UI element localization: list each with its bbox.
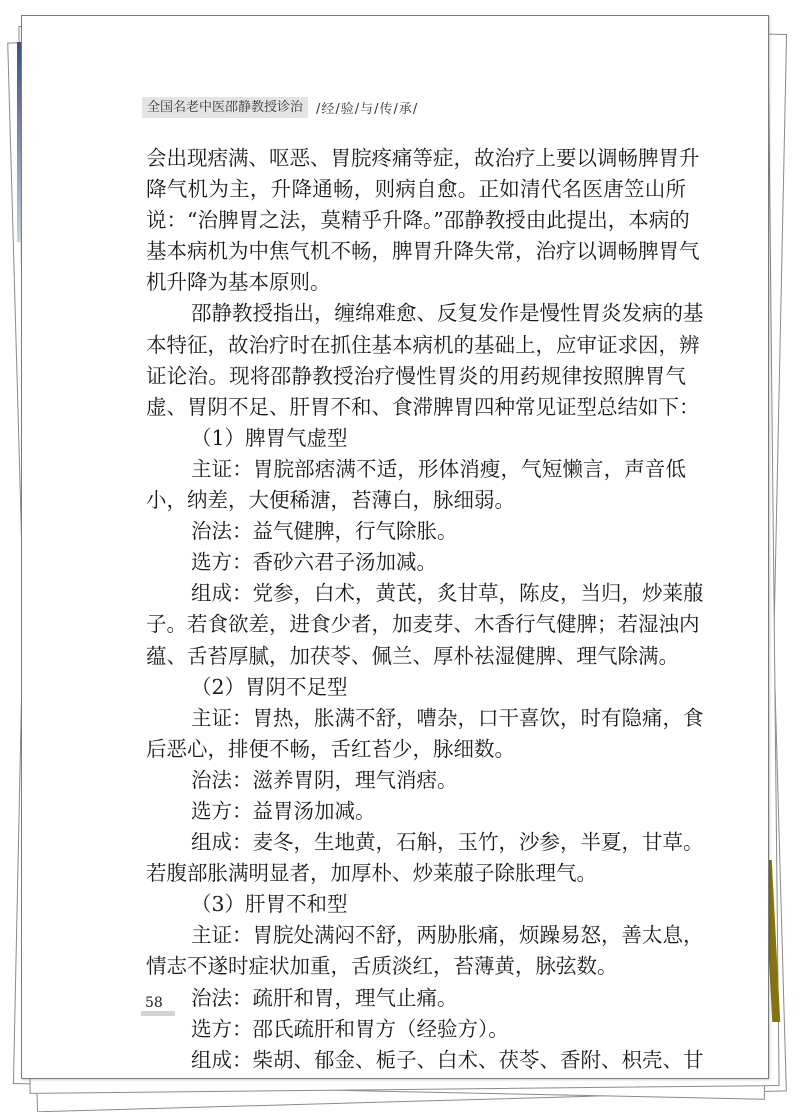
paragraph (146, 920, 704, 982)
text-line: 后恶心，排便不畅，舌红苔少，脉细数。 (146, 736, 515, 761)
paragraph (146, 298, 704, 422)
text-line: 治法：益气健脾，行气除胀。 (191, 519, 458, 544)
paragraph (146, 143, 700, 298)
text-line: 情志不遂时症状加重，舌质淡红，苔薄黄，脉弦数。 (146, 954, 618, 979)
paragraph (146, 423, 686, 454)
paragraph (146, 516, 686, 547)
text-line: 本特征，故治疗时在抓住基本病机的基础上，应审证求因，辨 (146, 332, 700, 357)
text-line: 邵静教授指出，缠绵难愈、反复发作是慢性胃炎发病的基 (191, 301, 704, 326)
text-line: 说：“治脾胃之法，莫精乎升降。”邵静教授由此提出，本病的 (146, 208, 690, 233)
paragraph (146, 547, 686, 578)
text-line: 组成：柴胡、郁金、栀子、白术、茯苓、香附、枳壳、甘 (191, 1047, 704, 1072)
book-title: 全国名老中医邵静教授诊治 (142, 97, 308, 118)
text-line: 虚、胃阴不足、肝胃不和、食滞脾胃四种常见证型总结如下： (146, 394, 700, 419)
text-line: 降气机为主，升降通畅，则病自愈。正如清代名医唐笠山所 (146, 177, 686, 202)
paragraph (146, 827, 704, 889)
text-line: 会出现痞满、呕恶、胃脘疼痛等症，故治疗上要以调畅脾胃升 (146, 146, 700, 170)
text-line: 蕴、舌苔厚腻，加茯苓、佩兰、厚朴祛湿健脾、理气除满。 (146, 643, 679, 668)
text-line: 组成：党参，白术，黄芪，炙甘草，陈皮，当归，炒莱菔 (191, 581, 704, 606)
text-line: 主证：胃脘处满闷不舒，两胁胀痛，烦躁易怒，善太息， (191, 923, 704, 948)
page-number: 58 (141, 995, 175, 1016)
book-page (21, 15, 769, 1079)
series-title: /经/验/与/传/承/ (316, 102, 419, 117)
text-line: 证论治。现将邵静教授治疗慢性胃炎的用药规律按照脾胃气 (146, 363, 686, 388)
body-text (146, 143, 704, 1076)
text-line: 选方：邵氏疏肝和胃方（经验方）。 (191, 1016, 509, 1041)
text-line: 基本病机为中焦气机不畅，脾胃升降失常，治疗以调畅脾胃气 (146, 239, 700, 264)
running-header (142, 97, 418, 118)
text-line: 子。若食欲差，进食少者，加麦芽、木香行气健脾；若湿浊内 (146, 612, 700, 637)
text-line: 治法：滋养胃阴，理气消痞。 (191, 767, 458, 792)
paragraph (146, 703, 704, 765)
paragraph (146, 1014, 686, 1045)
text-line: （2）胃阴不足型 (191, 674, 348, 699)
text-line: 若腹部胀满明显者，加厚朴、炒莱菔子除胀理气。 (146, 861, 597, 886)
paragraph (146, 796, 686, 827)
text-line: 治法：疏肝和胃，理气止痛。 (191, 985, 458, 1010)
paragraph (146, 672, 686, 703)
paragraph (146, 765, 686, 796)
text-line: （1）脾胃气虚型 (191, 425, 348, 450)
text-line: 主证：胃热，胀满不舒，嘈杂，口干喜饮，时有隐痛，食 (191, 705, 704, 730)
paragraph (146, 889, 686, 920)
paragraph (146, 454, 686, 516)
text-line: 小，纳差，大便稀溏，苔薄白，脉细弱。 (146, 488, 515, 513)
text-line: （3）肝胃不和型 (191, 892, 348, 917)
text-line: 机升降为基本原则。 (146, 270, 331, 295)
text-line: 选方：益胃汤加减。 (191, 798, 376, 823)
paragraph (146, 983, 686, 1014)
text-line: 主证：胃脘部痞满不适，形体消瘦，气短懒言，声音低 (191, 456, 686, 481)
text-line: 选方：香砂六君子汤加减。 (191, 550, 437, 575)
paragraph (146, 1045, 704, 1076)
text-line: 组成：麦冬，生地黄，石斛，玉竹，沙参，半夏，甘草。 (191, 830, 704, 855)
paragraph (146, 578, 704, 671)
